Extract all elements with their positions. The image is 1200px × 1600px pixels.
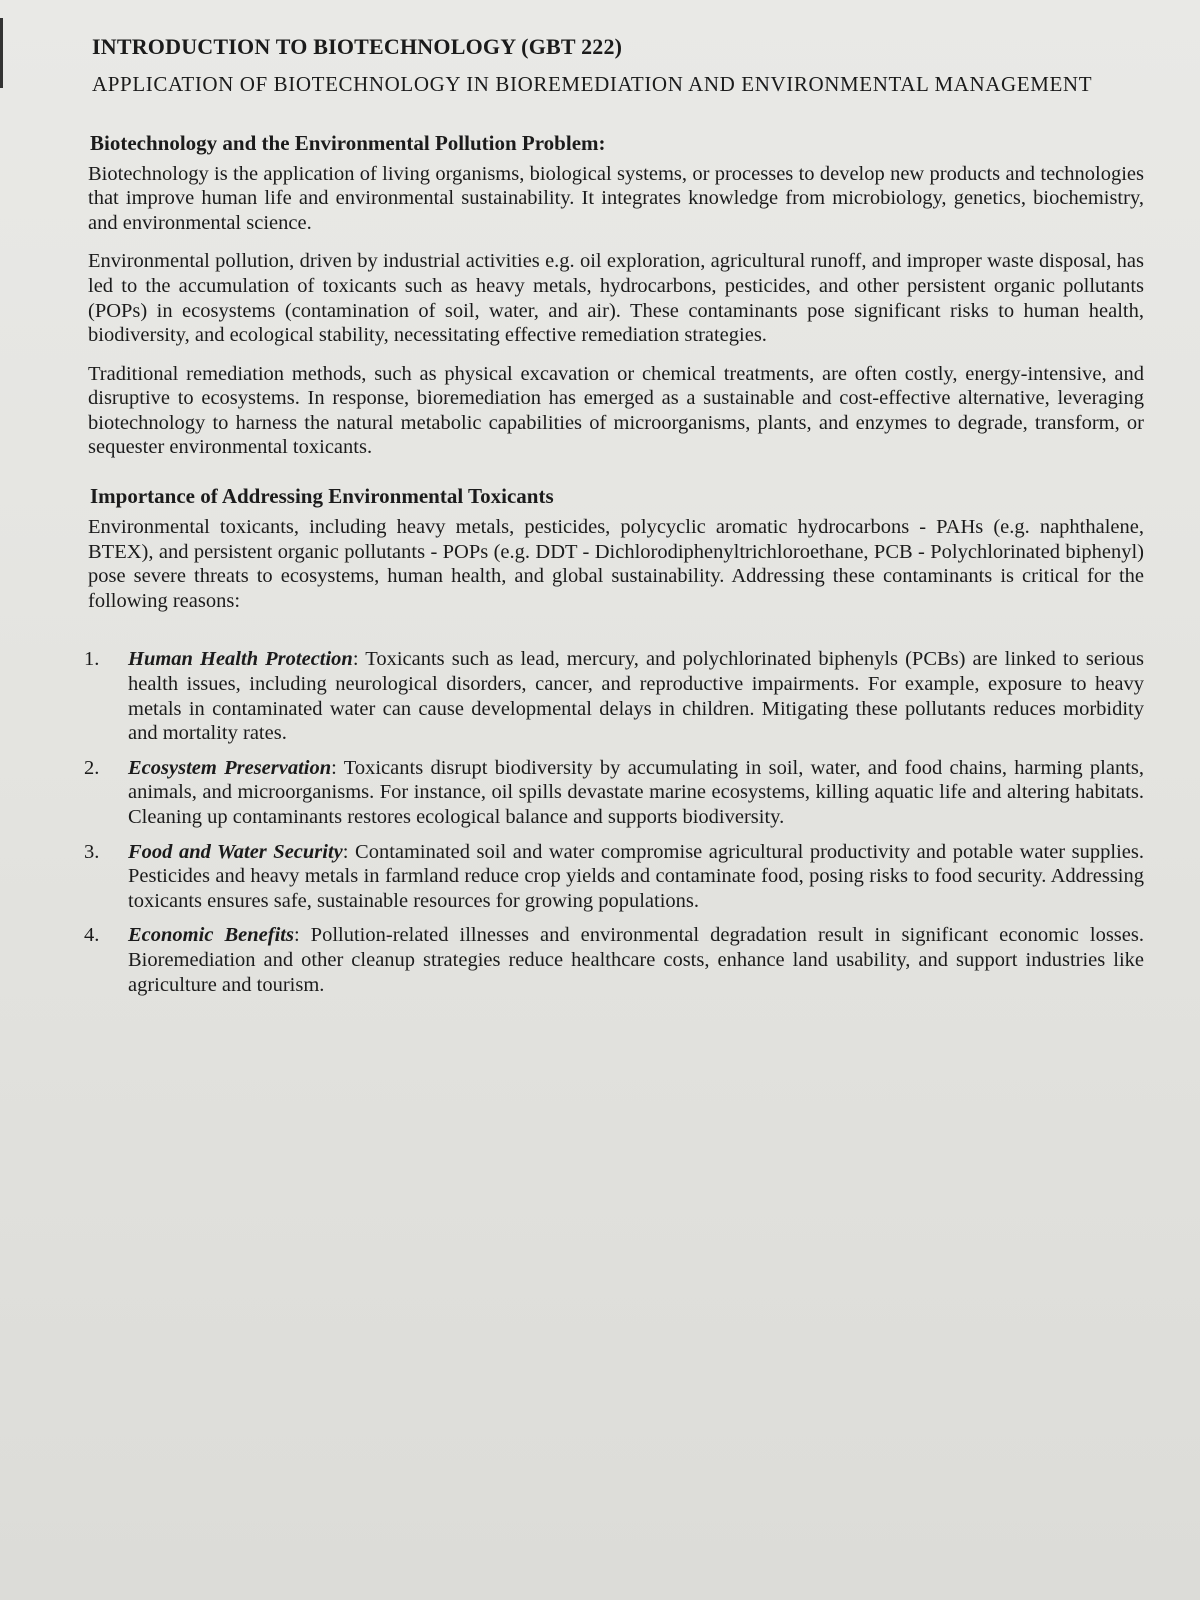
section-heading-importance: Importance of Addressing Environmental Toxicants (90, 484, 554, 509)
list-item-term: Human Health Protection (128, 648, 353, 671)
list-item-number: 2. (84, 756, 100, 779)
reasons-list (84, 647, 1144, 997)
list-item-text: : Contaminated soil and water compromise agricultural productivity and potable water supplies. Pesticides and heavy metals in farmland reduce crop yields and contaminate food, posing risks to food security. Addressing toxicants ensures safe, sustainable resources for growing populations. (128, 840, 1144, 912)
list-item (84, 840, 1144, 914)
list-item-term: Economic Benefits (128, 924, 294, 947)
list-item-text: : Toxicants such as lead, mercury, and polychlorinated biphenyls (PCBs) are linked to serious health issues, including neurological disorders, cancer, and reproductive impairments. For example, exposure to heavy metals in contaminated water can cause developmental delays in children. Mitigating these pollutants reduces morbidity and mortality rates. (128, 648, 1144, 745)
topic-title: APPLICATION OF BIOTECHNOLOGY IN BIOREMEDIATION AND ENVIRONMENTAL MANAGEMENT (92, 72, 1093, 96)
list-item-body (128, 647, 1144, 745)
paragraph-traditional-remediation: Traditional remediation methods, such as physical excavation or chemical treatments, are often costly, energy-intensive, and disruptive to ecosystems. In response, bioremediation has emerged as a sustainable and cost-effective alternative, leveraging biotechnology to harness the natural metabolic capabilities of microorganisms, plants, and enzymes to degrade, transform, or sequester environmental toxicants. (88, 362, 1144, 459)
list-item-term: Ecosystem Preservation (128, 756, 332, 779)
list-item (84, 647, 1144, 745)
list-item-number: 1. (84, 648, 100, 671)
page-edge-mark (0, 18, 3, 88)
list-item-number: 4. (84, 924, 100, 947)
paragraph-environmental-pollution: Environmental pollution, driven by industrial activities e.g. oil exploration, agricultural runoff, and improper waste disposal, has led to the accumulation of toxicants such as heavy metals, hydrocarbons, pesticides, and other persistent organic pollutants (POPs) in ecosystems (contamination of soil, water, and air). These contaminants pose significant risks to human health, biodiversity, and ecological stability, necessitating effective remediation strategies. (88, 250, 1144, 347)
list-item-body (128, 756, 1144, 830)
list-item-text: : Toxicants disrupt biodiversity by accumulating in soil, water, and food chains, harming plants, animals, and microorganisms. For instance, oil spills devastate marine ecosystems, killing aquatic life and altering habitats. Cleaning up contaminants restores ecological balance and supports biodiversity. (128, 756, 1144, 829)
list-item-term: Food and Water Security (128, 840, 343, 863)
paragraph-biotech-definition: Biotechnology is the application of living organisms, biological systems, or processes to develop new products and technologies that improve human life and environmental sustainability. It integrates knowledge from microbiology, genetics, biochemistry, and environmental science. (88, 162, 1144, 234)
section-heading-pollution-problem: Biotechnology and the Environmental Pollution Problem: (90, 130, 606, 155)
list-item-number: 3. (84, 840, 100, 863)
list-item-body (128, 923, 1144, 997)
course-title: INTRODUCTION TO BIOTECHNOLOGY (GBT 222) (92, 34, 623, 59)
list-item-text: : Pollution-related illnesses and environmental degradation result in significant economic losses. Bioremediation and other cleanup strategies reduce healthcare costs, enhance land usability, and support industries like agriculture and tourism. (128, 924, 1144, 996)
paragraph-toxicants-intro: Environmental toxicants, including heavy metals, pesticides, polycyclic aromatic hydrocarbons - PAHs (e.g. naphthalene, BTEX), and persistent organic pollutants - POPs (e.g. DDT - Dichlorodiphenyltrichloroethane, PCB - Polychlorinated biphenyl) pose severe threats to ecosystems, human health, and global sustainability. Addressing these contaminants is critical for the following reasons: (88, 516, 1144, 612)
list-item (84, 923, 1144, 997)
list-item-body (128, 840, 1144, 914)
list-item (84, 756, 1144, 830)
